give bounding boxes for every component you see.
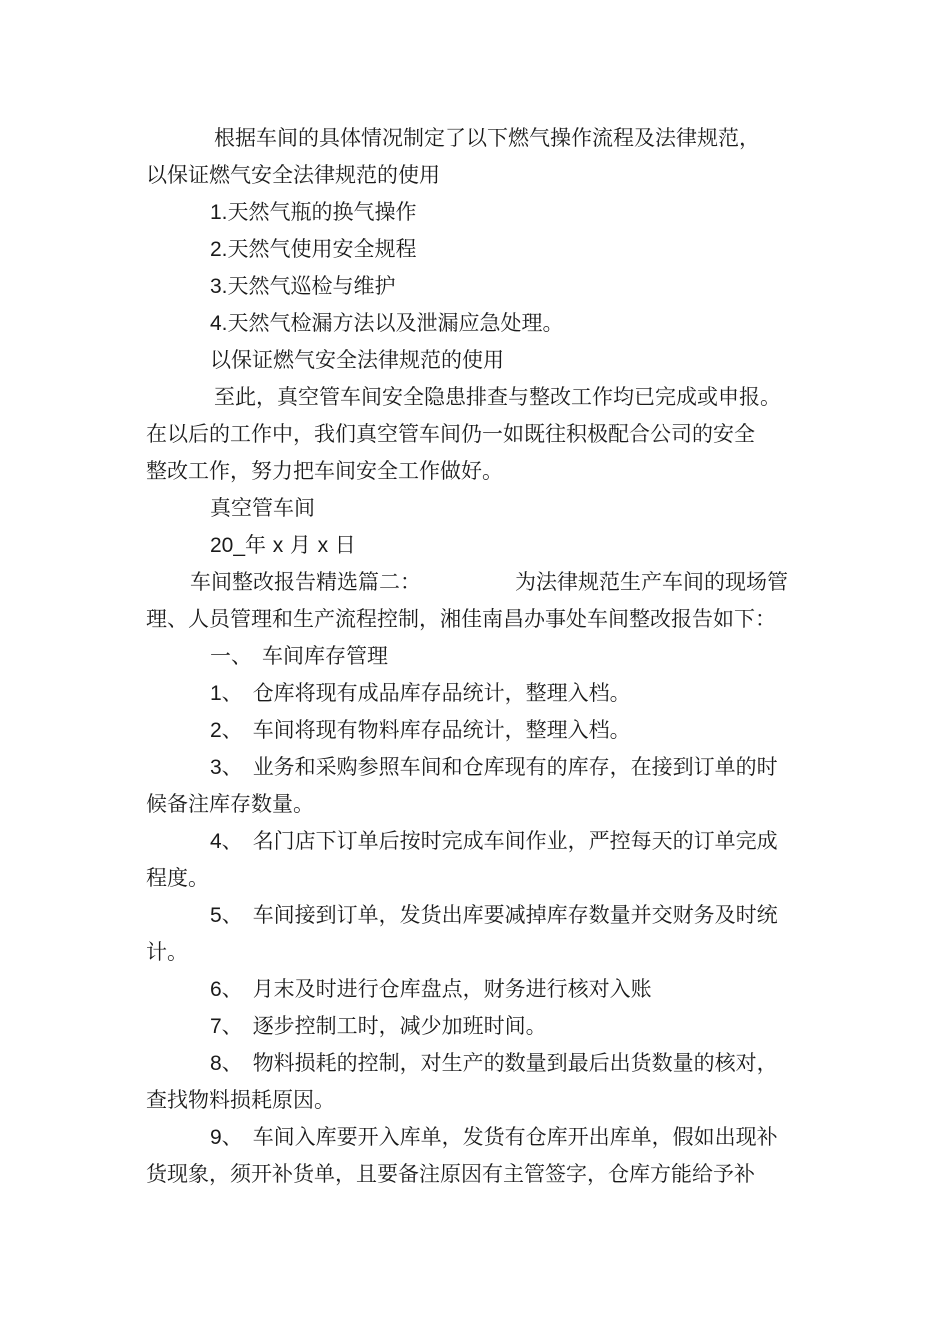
paragraph-intro-line1 [146, 120, 822, 157]
paragraph-conclusion-line3 [146, 453, 822, 490]
list-text: 车间接到订单，发货出库要减掉库存数量并交财务及时统 [252, 903, 778, 927]
text-line: 整改工作，努力把车间安全工作做好。 [146, 459, 503, 483]
text-line: 理、人员管理和生产流程控制，湘佳南昌办事处车间整改报告如下： [146, 607, 776, 631]
list-item-8-line-2 [146, 1082, 822, 1119]
list-number: 5、 [210, 904, 243, 927]
section-title: 车间整改报告精选篇二： [190, 570, 421, 594]
list-item-4-line-1 [146, 823, 822, 860]
text-line: 至此，真空管车间安全隐患排查与整改工作均已完成或申报。 [214, 385, 781, 409]
signature: 真空管车间 [210, 496, 315, 520]
date-line [146, 527, 822, 564]
list-item-3-line-2 [146, 786, 822, 823]
text-line: 以保证燃气安全法律规范的使用 [210, 348, 504, 372]
list-text: 查找物料损耗原因。 [146, 1088, 335, 1112]
list-text: 天然气检漏方法以及泄漏应急处理。 [227, 311, 564, 335]
list-number: 2. [210, 238, 228, 261]
date-year: 20_ [210, 534, 246, 557]
list-item-1 [146, 194, 822, 231]
list-item-3 [146, 268, 822, 305]
date-month-value: x [272, 534, 284, 557]
paragraph-intro-line2 [146, 157, 822, 194]
date-text: 月 [289, 533, 311, 557]
list-text: 计。 [146, 940, 188, 964]
list-item-2 [146, 231, 822, 268]
date-text: 年 [245, 533, 267, 557]
list-number: 1. [210, 201, 228, 224]
list-text: 名门店下订单后按时完成车间作业，严控每天的订单完成 [252, 829, 778, 853]
list-item-4-line-2 [146, 860, 822, 897]
list-item-8-line-1 [146, 1045, 822, 1082]
list-number: 1、 [210, 682, 243, 705]
list-text: 程度。 [146, 866, 209, 890]
list-number: 6、 [210, 978, 243, 1001]
paragraph-conclusion-line2 [146, 416, 822, 453]
list-item-5-line-1 [146, 897, 822, 934]
list-number: 7、 [210, 1015, 243, 1038]
list-number: 4. [210, 312, 228, 335]
list-item-5-line-2 [146, 934, 822, 971]
date-text: 日 [334, 533, 356, 557]
list-text: 天然气使用安全规程 [227, 237, 417, 261]
paragraph-section-two-line1 [146, 564, 822, 601]
list-number: 2、 [210, 719, 243, 742]
list-item-9-line-2 [146, 1156, 822, 1193]
list-text: 货现象，须开补货单，且要备注原因有主管签字，仓库方能给予补 [146, 1162, 755, 1186]
list-number: 3、 [210, 756, 243, 779]
list-text: 业务和采购参照车间和仓库现有的库存，在接到订单的时 [252, 755, 778, 779]
list-text: 候备注库存数量。 [146, 792, 314, 816]
text-line: 在以后的工作中，我们真空管车间仍一如既往积极配合公司的安全 [146, 422, 755, 446]
section-number: 一、 [210, 644, 252, 668]
list-number: 8、 [210, 1052, 243, 1075]
list-number: 4、 [210, 830, 243, 853]
paragraph-repeat [146, 342, 822, 379]
list-text: 物料损耗的控制，对生产的数量到最后出货数量的核对， [252, 1051, 778, 1075]
list-item-2-line-1 [146, 712, 822, 749]
list-item-1-line-1 [146, 675, 822, 712]
list-item-7-line-1 [146, 1008, 822, 1045]
list-text: 仓库将现有成品库存品统计，整理入档。 [252, 681, 631, 705]
list-item-9-line-1 [146, 1119, 822, 1156]
text-line: 根据车间的具体情况制定了以下燃气操作流程及法律规范， [214, 126, 760, 150]
paragraph-section-two-line2 [146, 601, 822, 638]
section-heading: 车间库存管理 [262, 644, 388, 668]
list-item-4 [146, 305, 822, 342]
text-line: 以保证燃气安全法律规范的使用 [146, 163, 440, 187]
list-text: 天然气巡检与维护 [227, 274, 396, 298]
signature-line [146, 490, 822, 527]
list-number: 9、 [210, 1126, 243, 1149]
date-day-value: x [317, 534, 329, 557]
list-text: 逐步控制工时，减少加班时间。 [252, 1014, 547, 1038]
list-text: 车间将现有物料库存品统计，整理入档。 [252, 718, 631, 742]
numbered-list [146, 675, 822, 1193]
document-body [146, 120, 822, 1193]
list-item-6-line-1 [146, 971, 822, 1008]
list-number: 3. [210, 275, 228, 298]
section-heading-inventory [146, 638, 822, 675]
paragraph-conclusion-line1 [146, 379, 822, 416]
list-text: 天然气瓶的换气操作 [227, 200, 417, 224]
text-line: 为法律规范生产车间的现场管 [515, 570, 788, 594]
list-item-3-line-1 [146, 749, 822, 786]
list-text: 车间入库要开入库单，发货有仓库开出库单，假如出现补 [252, 1125, 778, 1149]
list-text: 月末及时进行仓库盘点，财务进行核对入账 [252, 977, 652, 1001]
